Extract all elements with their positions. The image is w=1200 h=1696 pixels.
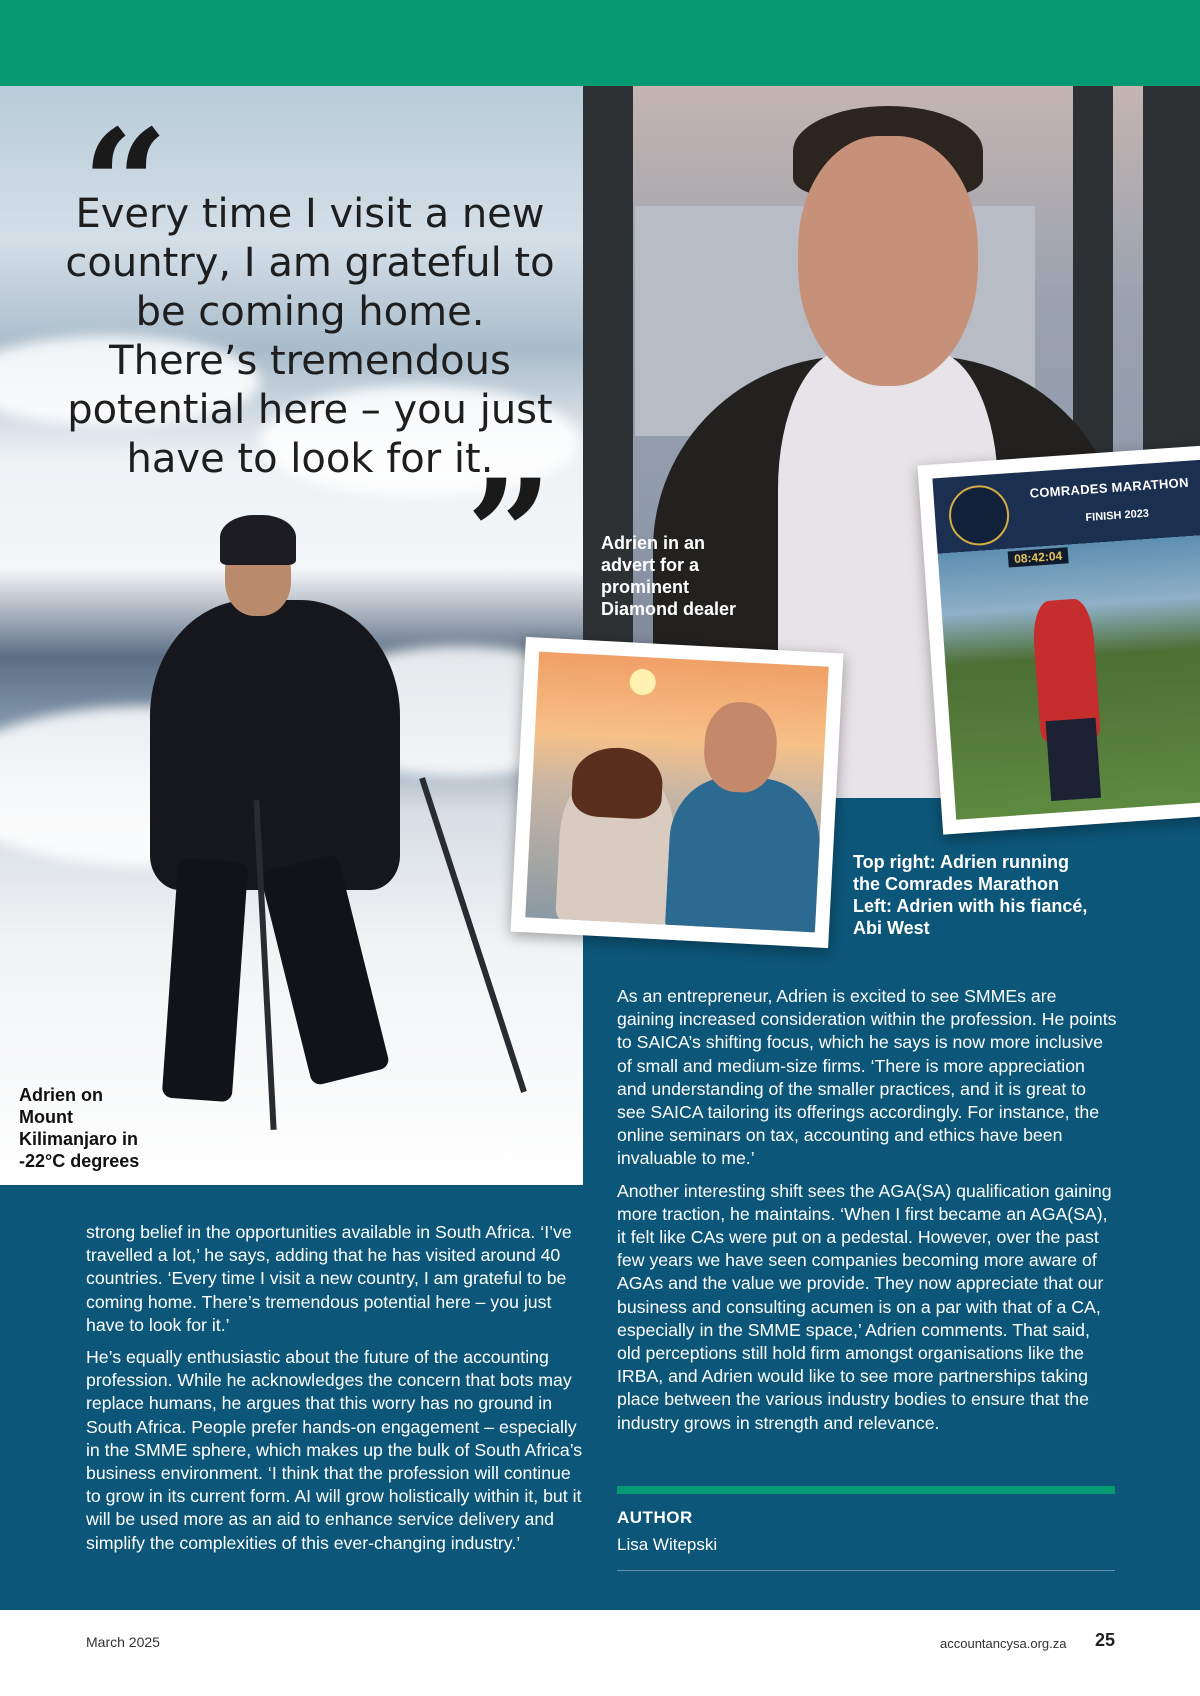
body-paragraph: He’s equally enthusiastic about the future of the accounting profession. While he acknowledges the concern that bots may replace humans, he argues that this worry has no ground in South Africa. People prefer hands-on engagement – especially in the SMME sphere, which makes up the bulk of South Africa’s business environment. ‘I think that the profession will continue to grow in its current form. AI will grow holistically within it, but it will be used more as an aid to enhance service delivery and simplify the complexities of this ever-changing industry.’ [86, 1347, 583, 1553]
comrades-logo-icon [947, 483, 1011, 547]
page-number: 25 [1095, 1630, 1116, 1650]
race-finish-text: FINISH 2023 [1085, 507, 1150, 524]
race-clock-text: 08:42:04 [1008, 547, 1069, 567]
body-column-left [86, 1221, 586, 1564]
footer-site-link[interactable]: accountancysa.org.za [940, 1636, 1067, 1651]
body-paragraph: strong belief in the opportunities available in South Africa. ‘I’ve travelled a lot,’ he says, adding that he has visited around 40 countries. ‘Every time I visit a new country, I am grateful to be coming home. There’s tremendous potential here – you just have to look for it.’ [86, 1222, 572, 1335]
author-name: Lisa Witepski [617, 1535, 718, 1554]
body-column-right [617, 985, 1117, 1444]
race-banner-text: COMRADES MARATHON [1029, 474, 1190, 501]
header-color-bar [0, 0, 1200, 86]
author-label: AUTHOR [617, 1508, 693, 1527]
pull-quote: Every time I visit a new country, I am grateful to be coming home. There’s tremendous potential here – you just have to look for it. [65, 191, 555, 482]
close-quote-icon: ” [466, 447, 553, 623]
open-quote-icon: “ [82, 97, 169, 273]
comrades-marathon-photo [917, 445, 1200, 834]
author-underline [617, 1570, 1115, 1571]
author-divider [617, 1486, 1115, 1494]
advert-caption: Adrien in an advert for a prominent Diamond dealer [601, 533, 737, 619]
hiker-figure [150, 600, 400, 890]
body-paragraph: As an entrepreneur, Adrien is excited to see SMMEs are gaining increased consideration within the profession. He points to SAICA’s shifting focus, which he says is now more inclusive of small and medium-size firms. ‘There is more appreciation and understanding of the smaller practices, and it is great to see SAICA tailoring its offerings accordingly. For instance, the online seminars on tax, accounting and ethics have been invaluable to me.’ [617, 986, 1117, 1169]
race-couple-caption: Top right: Adrien running the Comrades Marathon Left: Adrien with his fiancé, Abi West [853, 852, 1088, 938]
footer-date: March 2025 [86, 1634, 160, 1650]
kilimanjaro-caption: Adrien on Mount Kilimanjaro in -22°C degrees [19, 1085, 140, 1171]
body-paragraph: Another interesting shift sees the AGA(SA) qualification gaining more traction, he maintains. ‘When I first became an AGA(SA), it felt like CAs were put on a pedestal. However, over the past few years we have seen companies becoming more aware of AGAs and the value we provide. They now appreciate that our business and consulting acumen is on a par with that of a CA, especially in the SMME space,’ Adrien comments. That said, old perceptions still hold firm amongst organisations like the IRBA, and Adrien would like to see more partnerships taking place between the various industry bodies to ensure that the industry grows in strength and relevance. [617, 1180, 1112, 1433]
couple-photo [510, 637, 843, 948]
